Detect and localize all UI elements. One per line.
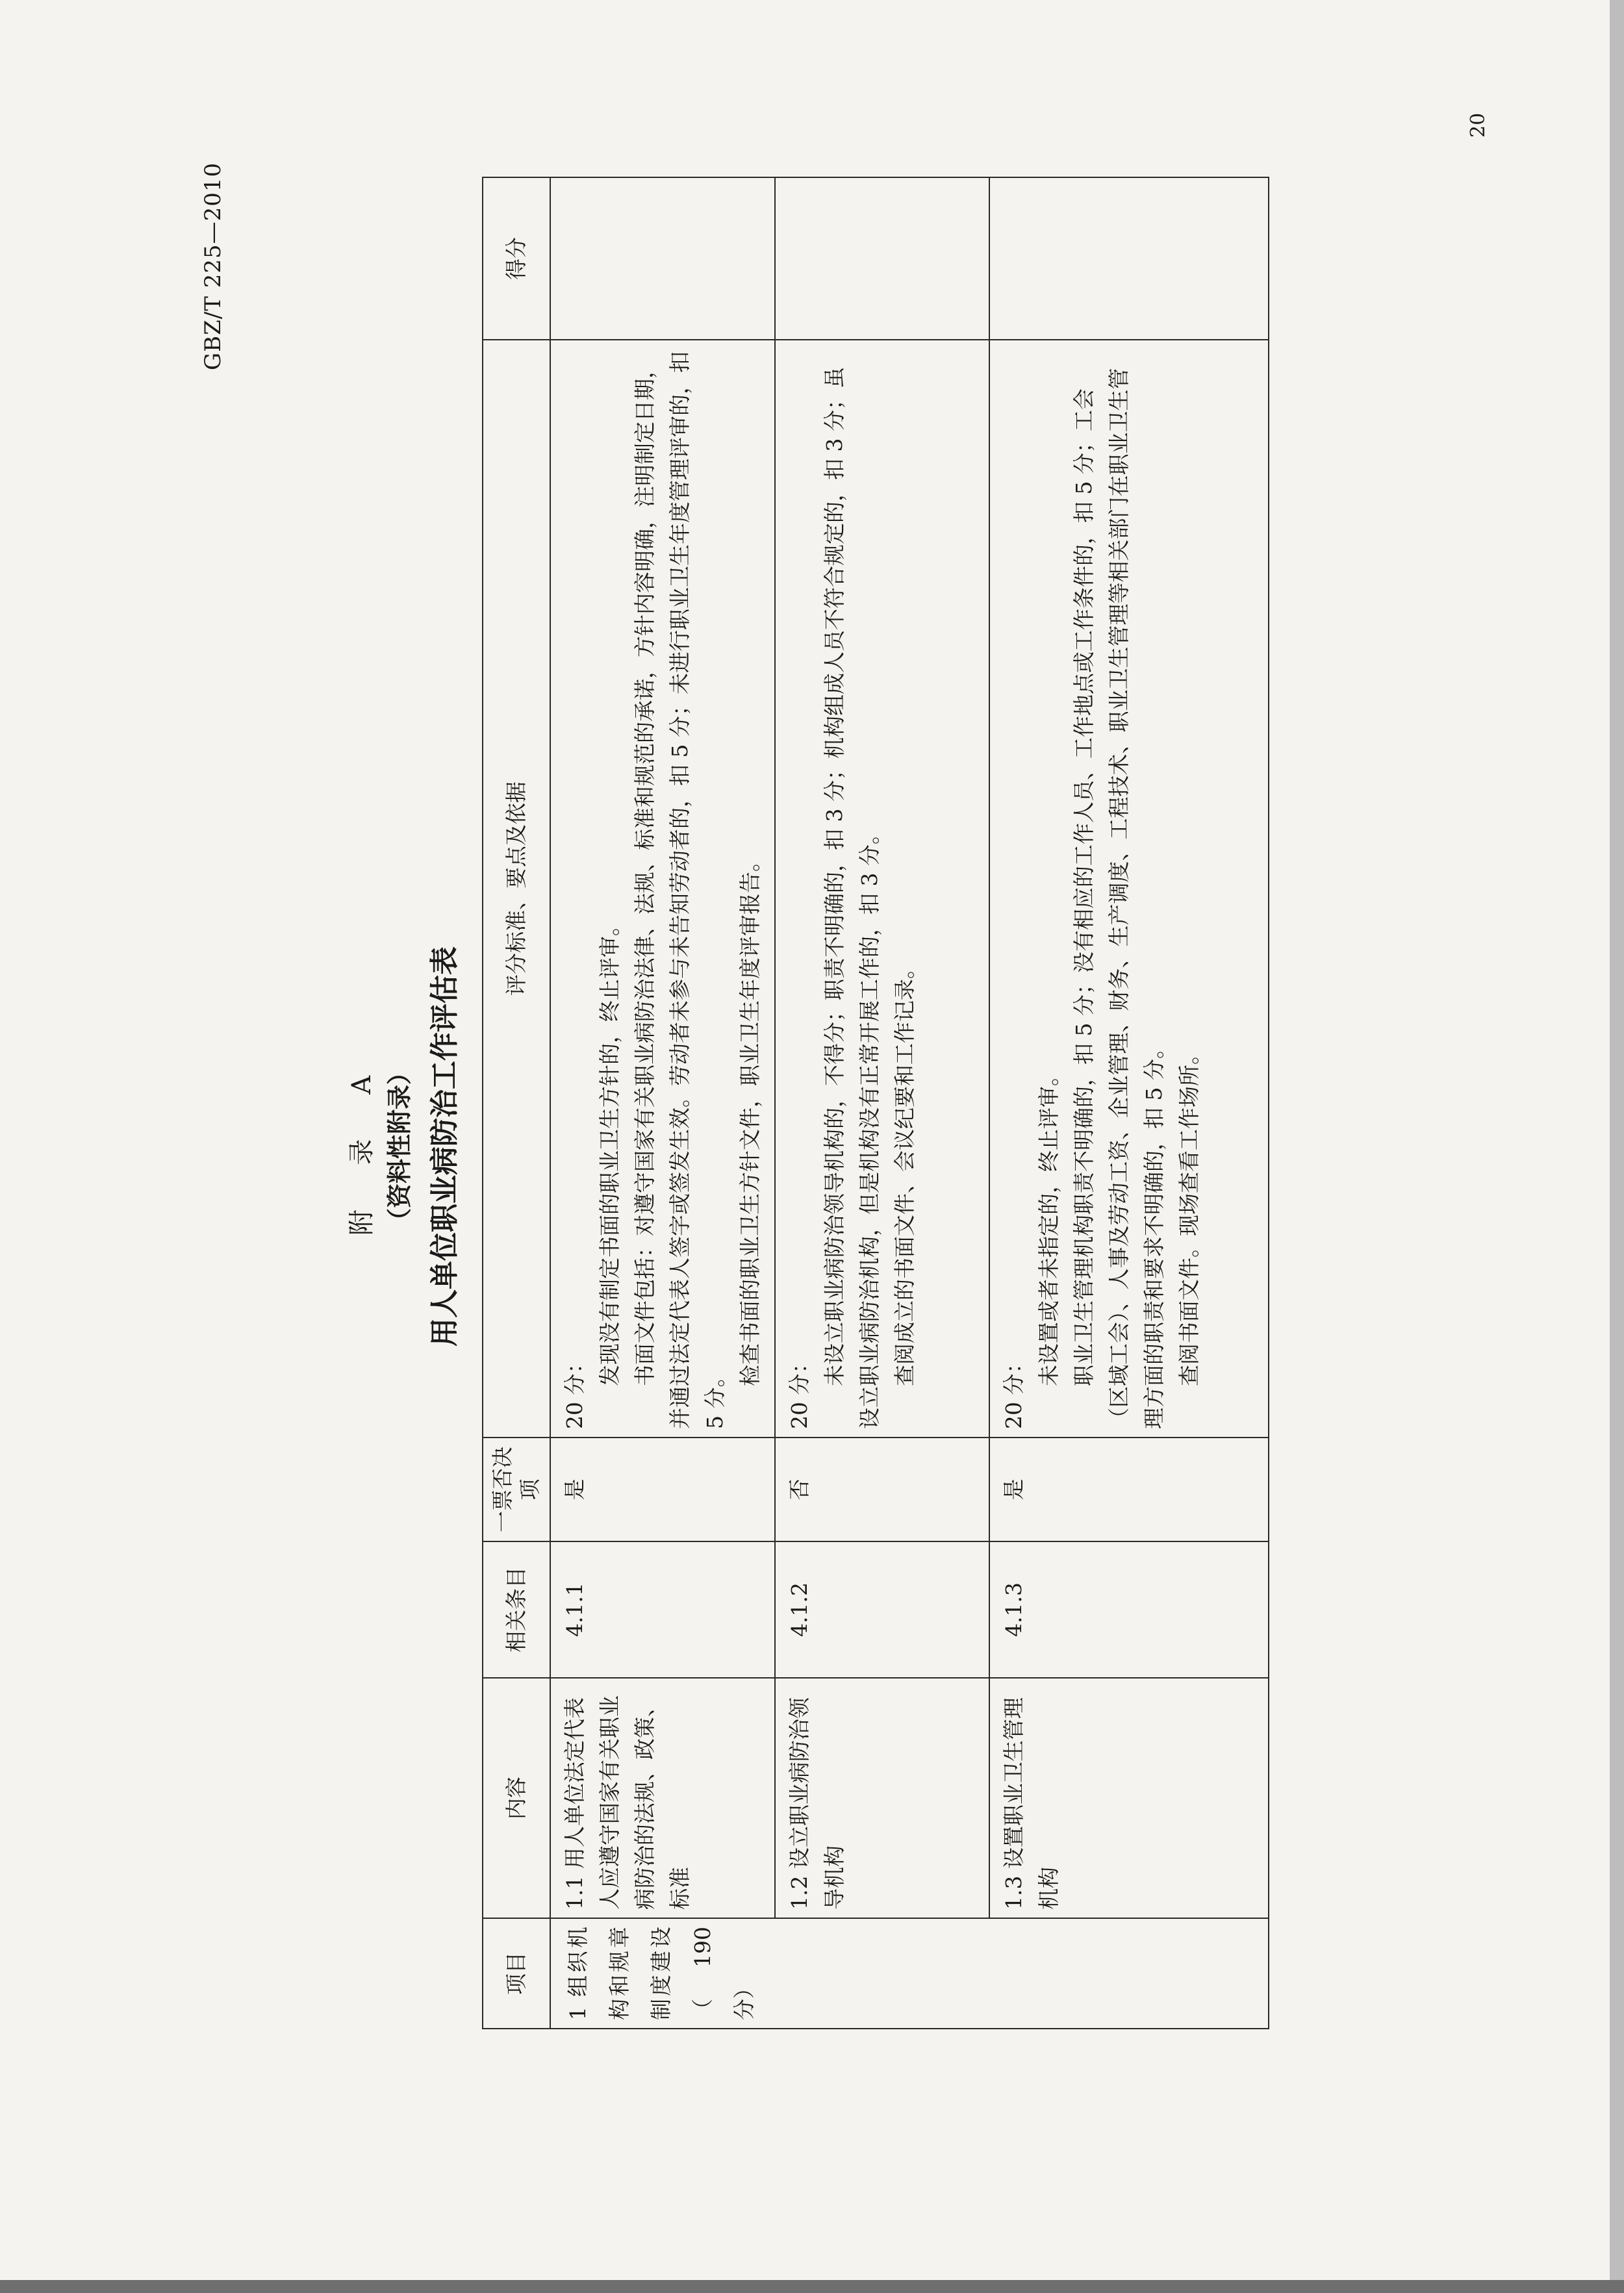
- veto-cell: 是: [989, 1438, 1269, 1541]
- header-score: 得分: [483, 177, 550, 340]
- appendix-label: 附 录 A: [347, 1057, 377, 1236]
- table-header-row: [483, 177, 550, 2029]
- page-number: 20: [1467, 112, 1490, 138]
- content-cell: 1.2 设立职业病防治领导机构: [775, 1678, 989, 1918]
- criteria-cell: [989, 340, 1269, 1438]
- content-cell: 1.3 设置职业卫生管理机构: [989, 1678, 1269, 1918]
- header-content: 内容: [483, 1678, 550, 1918]
- criteria-line: 发现没有制定书面的职业卫生方针的，终止评审。: [597, 915, 622, 1386]
- evaluation-table: [482, 177, 1269, 2029]
- document-title: 用人单位职业病防治工作评估表: [428, 946, 461, 1347]
- score-cell: [550, 177, 775, 340]
- table-row: [775, 177, 989, 2029]
- appendix-note: （资料性附录）: [385, 1060, 414, 1234]
- criteria-cell: [550, 340, 775, 1438]
- header-criteria: 评分标准、要点及依据: [483, 340, 550, 1438]
- standard-code: GBZ/T 225—2010: [200, 162, 226, 370]
- criteria-points: 20 分：: [562, 1352, 587, 1429]
- criteria-line: 查阅成立的书面文件、会议纪要和工作记录。: [892, 957, 917, 1386]
- criteria-line: 查阅书面文件。现场查看工作场所。: [1176, 1043, 1202, 1386]
- clause-cell: 4.1.2: [775, 1541, 989, 1678]
- criteria-points: 20 分：: [1001, 1352, 1026, 1429]
- veto-cell: 否: [775, 1438, 989, 1541]
- header-clause: 相关条目: [483, 1541, 550, 1678]
- criteria-line: 未设置或者未指定的，终止评审。: [1036, 1065, 1061, 1386]
- criteria-line: 未设立职业病防治领导机构的，不得分；职责不明确的，扣 3 分；机构组成人员不符合规定的，扣 3 分；虽设立职业病防治机构，但是机构没有正常开展工作的，扣 3 分。: [822, 367, 882, 1429]
- content-cell: 1.1 用人单位法定代表人应遵守国家有关职业病防治的法规、政策、标准: [550, 1678, 775, 1918]
- score-cell: [775, 177, 989, 340]
- header-project: 项目: [483, 1918, 550, 2029]
- criteria-line: 职业卫生管理机构职责不明确的，扣 5 分；没有相应的工作人员、工作地点或工作条件的，扣 5 分；工会（区域工会）、人事及劳动工资、企业管理、财务、生产调度、工程技术、职业卫生管理等相关部门在职业卫生管理方面的职责和要求不明确的，扣 5 分。: [1071, 368, 1167, 1429]
- criteria-line: 书面文件包括：对遵守国家有关职业病防治法律、法规、标准和规范的承诺，方针内容明确，注明制定日期，并通过法定代表人签字或签发生效。劳动者未参与未告知劳动者的，扣 5 分；未进行职业卫生年度管理评审的，扣 5 分。: [632, 351, 728, 1429]
- table-row: [989, 177, 1269, 2029]
- criteria-points: 20 分：: [787, 1352, 812, 1429]
- clause-cell: 4.1.1: [550, 1541, 775, 1678]
- criteria-line: 检查书面的职业卫生方针文件，职业卫生年度评审报告。: [737, 850, 763, 1386]
- table-row: [550, 177, 775, 2029]
- clause-cell: 4.1.3: [989, 1541, 1269, 1678]
- score-cell: [989, 177, 1269, 340]
- project-cell: 1 组织机构和规章制度建设（190分）: [550, 1918, 1269, 2029]
- header-veto: 一票否决项: [483, 1438, 550, 1541]
- veto-cell: 是: [550, 1438, 775, 1541]
- criteria-cell: [775, 340, 989, 1438]
